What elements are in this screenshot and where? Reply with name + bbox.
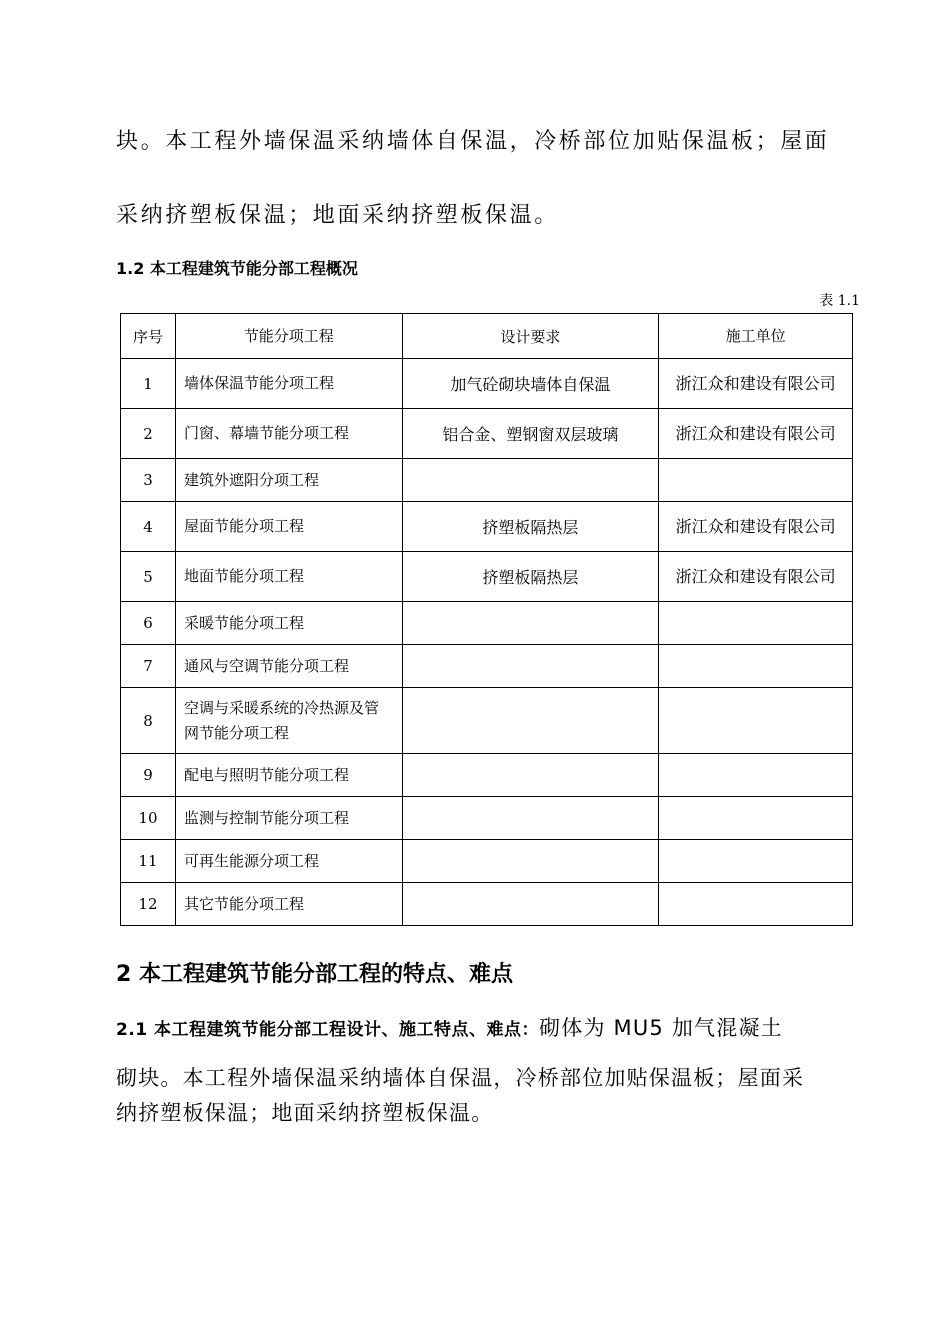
table-row bbox=[121, 645, 853, 688]
table-row bbox=[121, 502, 853, 552]
cell-contractor bbox=[659, 883, 853, 926]
cell-subproject: 配电与照明节能分项工程 bbox=[175, 754, 402, 797]
table-row bbox=[121, 409, 853, 459]
header-index: 序号 bbox=[121, 314, 176, 359]
table-row bbox=[121, 797, 853, 840]
section-2-1-line-1-rest: 砌体为 MU5 加气混凝土 bbox=[539, 1016, 783, 1040]
table-row bbox=[121, 602, 853, 645]
cell-requirement: 铝合金、塑钢窗双层玻璃 bbox=[402, 409, 659, 459]
intro-line-2: 采纳挤塑板保温；地面采纳挤塑板保温。 bbox=[116, 203, 559, 228]
cell-subproject: 监测与控制节能分项工程 bbox=[175, 797, 402, 840]
intro-line-1: 块。本工程外墙保温采纳墙体自保温，冷桥部位加贴保温板；屋面 bbox=[116, 129, 830, 154]
header-contractor: 施工单位 bbox=[659, 314, 853, 359]
cell-contractor: 浙江众和建设有限公司 bbox=[659, 502, 853, 552]
table-row bbox=[121, 459, 853, 502]
cell-contractor bbox=[659, 645, 853, 688]
header-requirement: 设计要求 bbox=[402, 314, 659, 359]
cell-subproject: 门窗、幕墙节能分项工程 bbox=[175, 409, 402, 459]
cell-subproject: 屋面节能分项工程 bbox=[175, 502, 402, 552]
table-row bbox=[121, 552, 853, 602]
cell-index: 11 bbox=[121, 840, 176, 883]
cell-requirement bbox=[402, 645, 659, 688]
cell-subproject: 空调与采暖系统的冷热源及管网节能分项工程 bbox=[175, 688, 402, 754]
cell-contractor bbox=[659, 688, 853, 754]
cell-requirement bbox=[402, 754, 659, 797]
cell-requirement bbox=[402, 797, 659, 840]
cell-subproject: 其它节能分项工程 bbox=[175, 883, 402, 926]
cell-index: 3 bbox=[121, 459, 176, 502]
cell-contractor bbox=[659, 602, 853, 645]
cell-index: 4 bbox=[121, 502, 176, 552]
cell-contractor: 浙江众和建设有限公司 bbox=[659, 409, 853, 459]
cell-contractor bbox=[659, 459, 853, 502]
table-row bbox=[121, 754, 853, 797]
cell-requirement: 挤塑板隔热层 bbox=[402, 502, 659, 552]
header-subproject: 节能分项工程 bbox=[175, 314, 402, 359]
cell-contractor: 浙江众和建设有限公司 bbox=[659, 359, 853, 409]
cell-index: 5 bbox=[121, 552, 176, 602]
table-row bbox=[121, 688, 853, 754]
cell-subproject: 建筑外遮阳分项工程 bbox=[175, 459, 402, 502]
cell-subproject: 地面节能分项工程 bbox=[175, 552, 402, 602]
section-2-1-lead: 2.1 本工程建筑节能分部工程设计、施工特点、难点： bbox=[116, 1020, 540, 1040]
cell-index: 12 bbox=[121, 883, 176, 926]
table-row bbox=[121, 883, 853, 926]
cell-requirement bbox=[402, 602, 659, 645]
section-2-1-line-1 bbox=[116, 1010, 861, 1048]
chapter-heading-2: 2 本工程建筑节能分部工程的特点、难点 bbox=[116, 962, 513, 987]
cell-requirement bbox=[402, 459, 659, 502]
cell-contractor: 浙江众和建设有限公司 bbox=[659, 552, 853, 602]
cell-index: 2 bbox=[121, 409, 176, 459]
cell-subproject: 墙体保温节能分项工程 bbox=[175, 359, 402, 409]
table-row bbox=[121, 359, 853, 409]
cell-index: 1 bbox=[121, 359, 176, 409]
section-2-1-line-3: 纳挤塑板保温；地面采纳挤塑板保温。 bbox=[116, 1101, 494, 1125]
cell-requirement bbox=[402, 688, 659, 754]
cell-contractor bbox=[659, 754, 853, 797]
cell-index: 9 bbox=[121, 754, 176, 797]
table-header-row bbox=[121, 314, 853, 359]
table-row bbox=[121, 840, 853, 883]
cell-index: 10 bbox=[121, 797, 176, 840]
cell-requirement bbox=[402, 883, 659, 926]
cell-requirement: 加气砼砌块墙体自保温 bbox=[402, 359, 659, 409]
cell-contractor bbox=[659, 797, 853, 840]
cell-index: 7 bbox=[121, 645, 176, 688]
energy-subproject-table bbox=[120, 313, 853, 926]
cell-requirement bbox=[402, 840, 659, 883]
cell-subproject: 可再生能源分项工程 bbox=[175, 840, 402, 883]
cell-requirement: 挤塑板隔热层 bbox=[402, 552, 659, 602]
cell-contractor bbox=[659, 840, 853, 883]
section-2-1-line-2: 砌块。本工程外墙保温采纳墙体自保温，冷桥部位加贴保温板；屋面采 bbox=[116, 1066, 805, 1090]
cell-subproject: 通风与空调节能分项工程 bbox=[175, 645, 402, 688]
table-caption: 表 1.1 bbox=[819, 293, 860, 309]
cell-index: 6 bbox=[121, 602, 176, 645]
cell-subproject: 采暖节能分项工程 bbox=[175, 602, 402, 645]
cell-index: 8 bbox=[121, 688, 176, 754]
section-heading-1-2: 1.2 本工程建筑节能分部工程概况 bbox=[116, 259, 358, 278]
